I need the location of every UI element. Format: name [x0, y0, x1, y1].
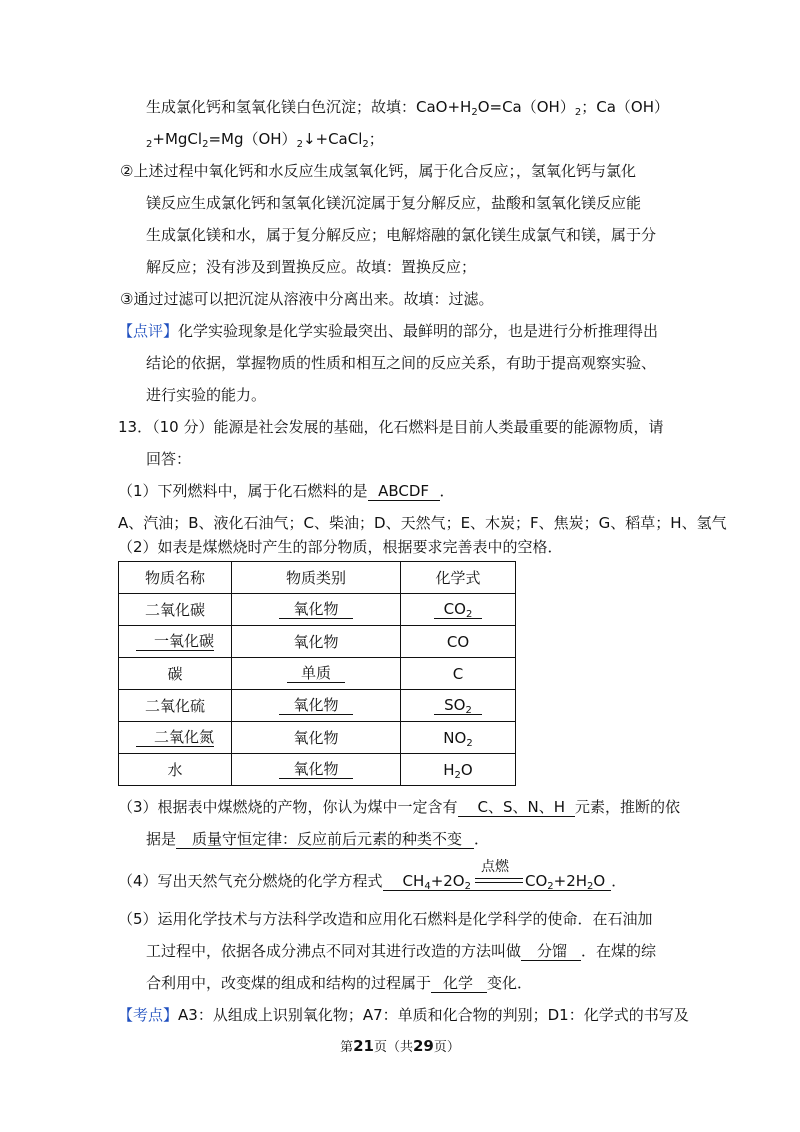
- page-footer: 第21页（共29页）: [340, 1037, 460, 1055]
- sub-question-4: （4）写出天然气充分燃烧的化学方程式 $CH_4+2O_2$ 点燃 $CO_2+2H_2O$ ．: [118, 859, 627, 892]
- answer-blank: C、S、N、H: [458, 798, 576, 817]
- table-header: 物质名称: [119, 562, 232, 594]
- kaodian-line: 【考点】A3：从组成上识别氧化物；A7：单质和化合物的判别；D1：化学式的书写及: [118, 1006, 689, 1024]
- comment-line: 【点评】化学实验现象是化学实验最突出、最鲜明的部分，也是进行分析推理得出: [118, 322, 659, 340]
- page-number: 21: [353, 1037, 374, 1055]
- reaction-analysis-line: ②上述过程中氧化钙和水反应生成氢氧化钙，属于化合反应；，氢氧化钙与氯化: [120, 162, 636, 180]
- table-row: 二氧化硫 氧化物 $SO_2$: [119, 690, 516, 722]
- reaction-analysis-line: 镁反应生成氯化钙和氢氧化镁沉淀属于复分解反应，盐酸和氢氧化镁反应能: [146, 194, 642, 212]
- table-header-row: [119, 562, 516, 594]
- question-13-title: 13．（10 分）能源是社会发展的基础，化石燃料是目前人类最重要的能源物质，请: [118, 418, 664, 436]
- comment-tag: 【点评】: [118, 322, 179, 340]
- table-row: 二氧化氮 氧化物 $NO_2$: [119, 722, 516, 754]
- table-header: 化学式: [401, 562, 516, 594]
- sub-question-5: （5）运用化学技术与方法科学改造和应用化石燃料是化学科学的使命．在石油加: [118, 910, 653, 928]
- table-row: 水 氧化物 $H_2O$: [119, 754, 516, 786]
- chemical-equation: $CH_4+2O_2$ 点燃 $CO_2+2H_2O$: [383, 872, 612, 891]
- sub-question-5: 合利用中，改变煤的组成和结构的过程属于 化学 变化．: [146, 974, 533, 992]
- table-row: 二氧化碳 氧化物 $CO_2$: [119, 594, 516, 626]
- sub-question-3-basis: 据是 质量守恒定律：反应前后元素的种类不变 ．: [146, 830, 490, 848]
- sub-question-1: （1）下列燃料中，属于化石燃料的是 ABCDF ．: [118, 482, 455, 500]
- kaodian-tag: 【考点】: [118, 1006, 179, 1024]
- answer-blank: 质量守恒定律：反应前后元素的种类不变: [176, 830, 474, 849]
- comment-line: 结论的依据，掌握物质的性质和相互之间的反应关系，有助于提高观察实验、: [146, 354, 657, 372]
- reaction-analysis-line: 生成氯化镁和水，属于复分解反应；电解熔融的氯化镁生成氯气和镁，属于分: [146, 226, 657, 244]
- question-13-title: 回答：: [146, 450, 192, 468]
- reaction-arrow: [471, 859, 525, 890]
- page-total: 29: [413, 1037, 434, 1055]
- fuel-options: A、汽油；B、液化石油气；C、柴油；D、天然气；E、木炭；F、焦炭；G、稻草；H、氢气: [118, 514, 727, 532]
- answer-blank: 分馏: [521, 942, 581, 961]
- comment-line: 进行实验的能力。: [146, 386, 267, 404]
- filtration-line: ③通过过滤可以把沉淀从溶液中分离出来。故填：过滤。: [120, 290, 494, 308]
- answer-blank: 化学: [431, 974, 487, 993]
- sub-question-5: 工过程中，依据各成分沸点不同对其进行改造的方法叫做 分馏 ．在煤的综: [146, 942, 657, 960]
- answer-blank: ABCDF: [368, 482, 440, 501]
- sub-question-2: （2）如表是煤燃烧时产生的部分物质，根据要求完善表中的空格．: [118, 538, 563, 556]
- answer-line-2: $_2+MgCl_2=Mg(OH)_2↓+CaCl_2$；: [146, 130, 384, 150]
- reaction-analysis-line: 解反应；没有涉及到置换反应。故填：置换反应；: [146, 258, 477, 276]
- substance-table: [118, 561, 516, 786]
- sub-question-3: （3）根据表中煤燃烧的产物，你认为煤中一定含有 C、S、N、H 元素，推断的依: [118, 798, 681, 816]
- reaction-condition: 点燃: [480, 859, 509, 875]
- table-row: 一氧化碳 氧化物 CO: [119, 626, 516, 658]
- table-row: 碳 单质 C: [119, 658, 516, 690]
- answer-line-1: 生成氯化钙和氢氧化镁白色沉淀；故填：$CaO+H_2O=Ca(OH)_2$；Ca（OH）: [146, 98, 669, 118]
- table-header: 物质类别: [232, 562, 401, 594]
